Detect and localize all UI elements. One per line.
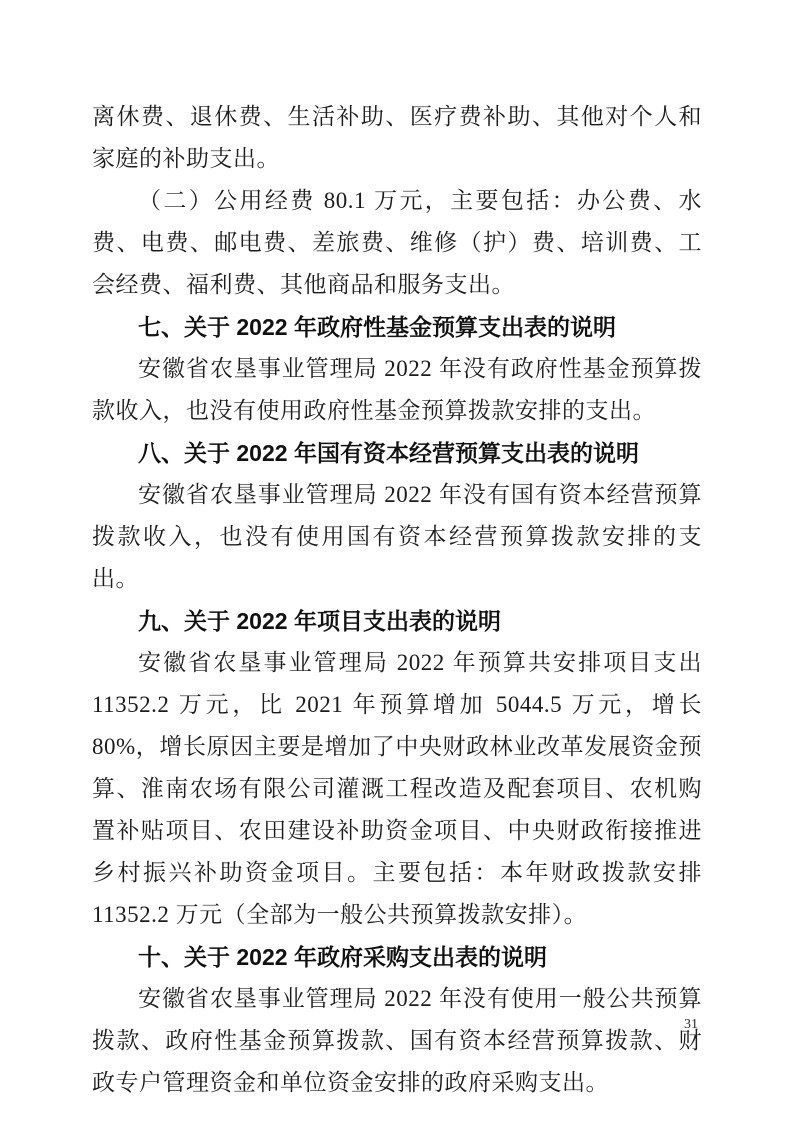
section-heading-8: 八、关于 2022 年国有资本经营预算支出表的说明 [138,440,639,466]
body-paragraph-project-expenditure: 安徽省农垦事业管理局 2022 年预算共安排项目支出 11352.2 万元，比 2021 年预算增加 5044.5 万元，增长 80%，增长原因主要是增加了中央财政林业改革发展资金预算、淮南农场有限公司灌溉工程改造及配套项目、农机购置补贴项目、农田建设补助资金项目、中央财政衔接推进乡村振兴补助资金项目。主要包括：本年财政拨款安排 11352.2 万元（全部为一般公共预算拨款安排）。 [92,650,702,927]
section-heading-10: 十、关于 2022 年政府采购支出表的说明 [138,944,547,970]
document-body [92,96,702,1104]
section-heading-7: 七、关于 2022 年政府性基金预算支出表的说明 [138,314,616,340]
body-paragraph-gov-fund-budget: 安徽省农垦事业管理局 2022 年没有政府性基金预算拨款收入，也没有使用政府性基金预算拨款安排的支出。 [92,356,702,423]
section-heading-9: 九、关于 2022 年项目支出表的说明 [138,608,501,634]
body-paragraph-state-capital: 安徽省农垦事业管理局 2022 年没有国有资本经营预算拨款收入，也没有使用国有资本经营预算拨款安排的支出。 [92,482,702,591]
page-number: 31 [684,1017,698,1032]
body-paragraph-gov-procurement: 安徽省农垦事业管理局 2022 年没有使用一般公共预算拨款、政府性基金预算拨款、国有资本经营预算拨款、财政专户管理资金和单位资金安排的政府采购支出。 [92,986,702,1095]
body-paragraph-public-funds: （二）公用经费 80.1 万元，主要包括：办公费、水费、电费、邮电费、差旅费、维修（护）费、培训费、工会经费、福利费、其他商品和服务支出。 [92,188,702,297]
body-paragraph-continuation: 离休费、退休费、生活补助、医疗费补助、其他对个人和家庭的补助支出。 [92,104,702,171]
